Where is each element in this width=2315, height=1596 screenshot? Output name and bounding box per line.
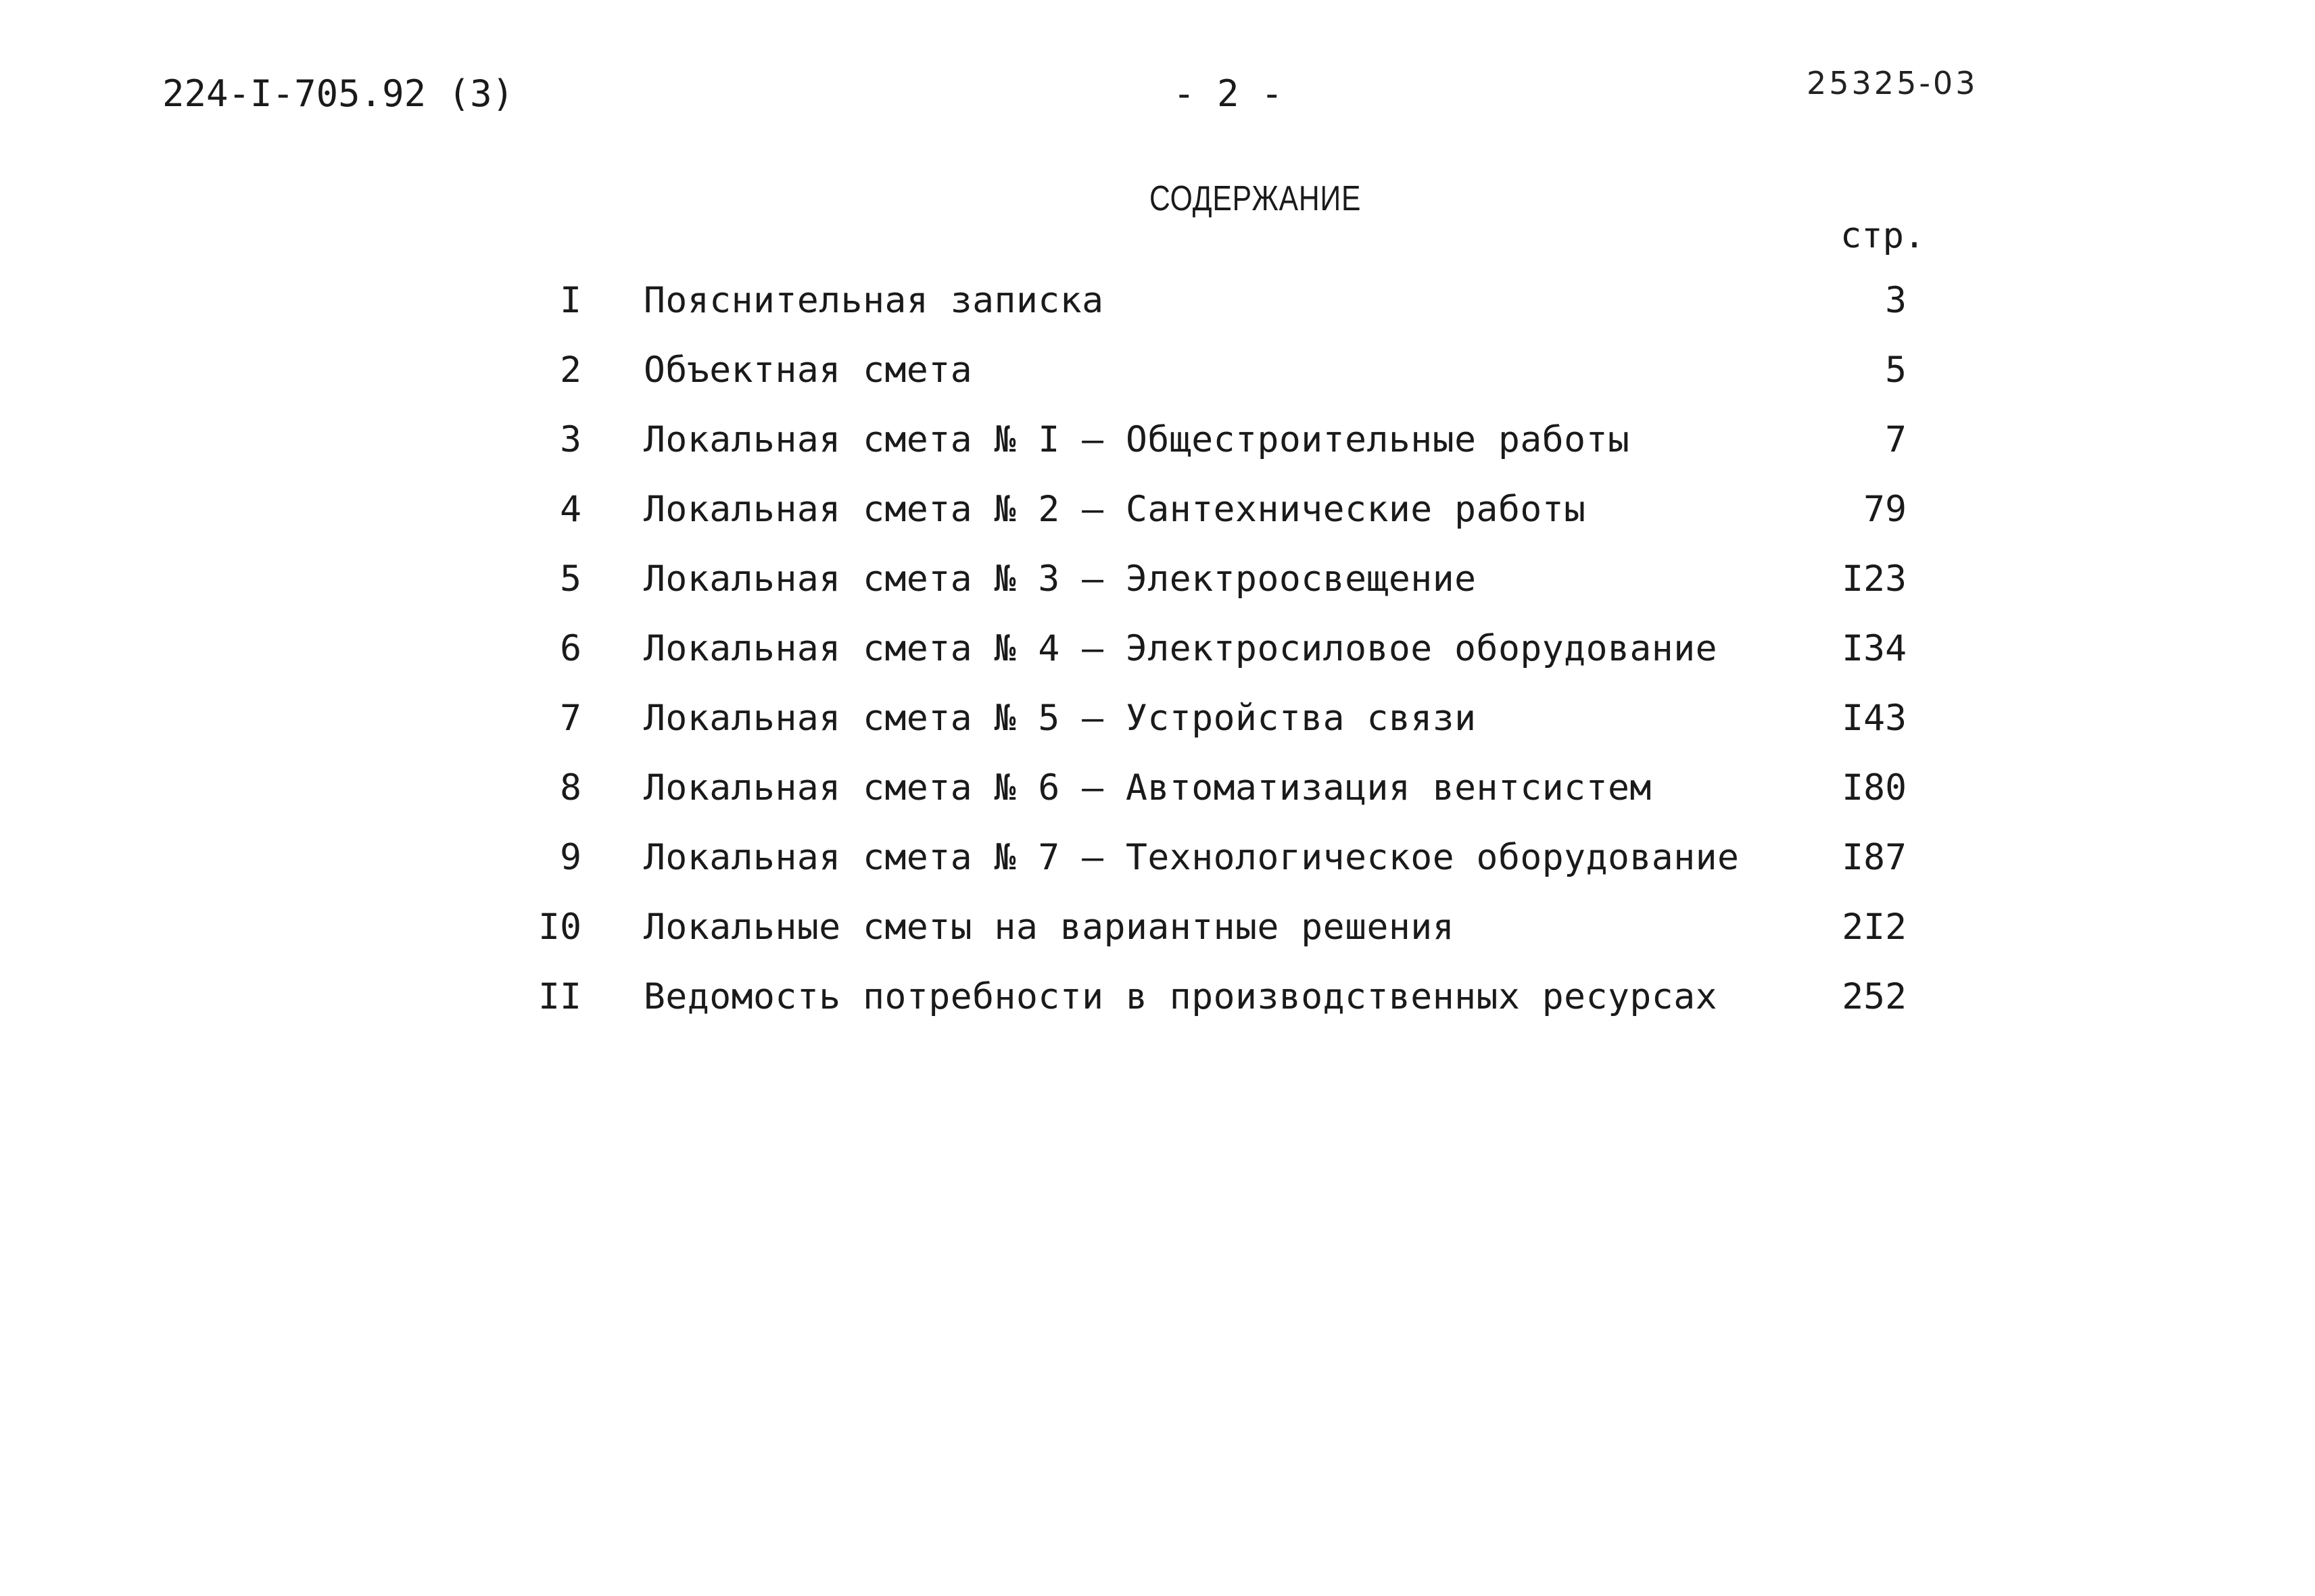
toc-item-title: Пояснительная записка bbox=[644, 280, 1104, 321]
toc-item-title: Локальная смета № 3 – Электроосвещение bbox=[644, 558, 1477, 600]
toc-item-number: 7 bbox=[560, 698, 581, 739]
toc-item bbox=[534, 349, 1927, 422]
toc-item bbox=[534, 767, 1927, 840]
archive-code: 25325-03 bbox=[1807, 65, 1978, 101]
table-of-contents bbox=[534, 280, 1927, 1048]
toc-item-page: 7 bbox=[1885, 419, 1907, 460]
toc-item-page: 2I2 bbox=[1842, 906, 1907, 948]
toc-item bbox=[534, 491, 1927, 561]
toc-item-title: Локальная смета № 7 – Технологическое оборудование bbox=[644, 837, 1740, 878]
toc-item bbox=[534, 906, 1927, 979]
toc-item-title: Локальная смета № 6 – Автоматизация вентсистем bbox=[644, 767, 1652, 808]
toc-item-page: 252 bbox=[1842, 976, 1907, 1017]
toc-item-page: I80 bbox=[1842, 767, 1907, 808]
toc-item-title: Объектная смета bbox=[644, 349, 973, 391]
toc-item-title: Локальные сметы на вариантные решения bbox=[644, 906, 1455, 948]
toc-item-number: I0 bbox=[538, 906, 581, 948]
toc-title: СОДЕРЖАНИЕ bbox=[1149, 179, 1362, 218]
toc-item-number: 3 bbox=[560, 419, 581, 460]
toc-item-page: 3 bbox=[1885, 280, 1907, 321]
toc-item-number: II bbox=[538, 976, 581, 1017]
document-code: 224-I-705.92 (3) bbox=[162, 72, 515, 115]
toc-item bbox=[534, 280, 1927, 352]
toc-item bbox=[534, 558, 1927, 631]
toc-item-page: I43 bbox=[1842, 698, 1907, 739]
toc-item-page: 79 bbox=[1863, 489, 1907, 530]
toc-item-page: I23 bbox=[1842, 558, 1907, 600]
toc-item-number: 8 bbox=[560, 767, 581, 808]
toc-item bbox=[534, 419, 1927, 491]
toc-item-title: Локальная смета № 5 – Устройства связи bbox=[644, 698, 1477, 739]
toc-item-number: 4 bbox=[560, 489, 581, 530]
toc-item-number: I bbox=[560, 280, 581, 321]
toc-item-page: I34 bbox=[1842, 628, 1907, 669]
toc-item-page: 5 bbox=[1885, 349, 1907, 391]
toc-item-title: Локальная смета № 4 – Электросиловое оборудование bbox=[644, 628, 1718, 669]
toc-item bbox=[534, 628, 1927, 700]
toc-item-page: I87 bbox=[1842, 837, 1907, 878]
toc-item-title: Локальная смета № I – Общестроительные работы bbox=[644, 419, 1630, 460]
toc-item bbox=[534, 700, 1927, 770]
toc-item bbox=[534, 976, 1927, 1048]
toc-item-number: 9 bbox=[560, 837, 581, 878]
toc-item-number: 6 bbox=[560, 628, 581, 669]
toc-item-title: Локальная смета № 2 – Сантехнические работы bbox=[644, 489, 1586, 530]
toc-item-title: Ведомость потребности в производственных ресурсах bbox=[644, 976, 1718, 1017]
toc-page-column-label: стр. bbox=[1840, 216, 1926, 256]
page-number: - 2 - bbox=[1173, 72, 1283, 115]
toc-item-number: 5 bbox=[560, 558, 581, 600]
toc-item-number: 2 bbox=[560, 349, 581, 391]
toc-item bbox=[534, 837, 1927, 909]
